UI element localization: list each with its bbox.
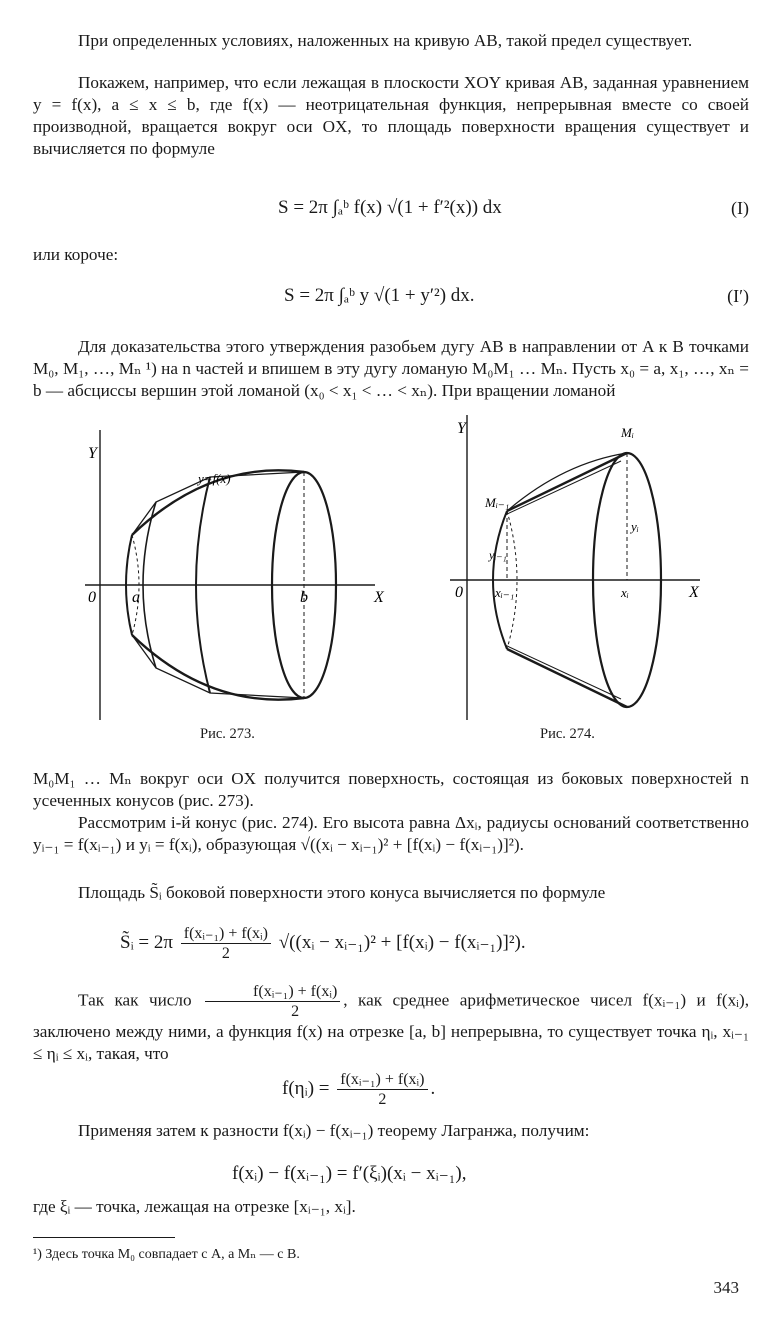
x-axis-label: X <box>374 589 384 606</box>
y-cur-label: yᵢ <box>631 519 639 534</box>
point-cur-label: Mᵢ <box>621 425 634 440</box>
figure-274-caption: Рис. 274. <box>540 726 595 742</box>
paragraph-3: или короче: <box>33 245 119 264</box>
formula-5-end: . <box>430 1077 436 1099</box>
curve-label: y=f(x) <box>198 471 231 486</box>
formula-6: f(xᵢ) − f(xᵢ₋₁) = f′(ξᵢ)(xᵢ − xᵢ₋₁), <box>232 1163 467 1184</box>
x-prev-label: xᵢ₋₁ <box>495 585 515 600</box>
formula-3 <box>120 924 526 963</box>
a-label: a <box>132 589 140 606</box>
paragraph-8 <box>33 982 749 1065</box>
equation-number-2: (I′) <box>727 286 749 306</box>
paragraph-6: Рассмотрим i-й конус (рис. 274). Его высота равна Δxᵢ, радиусы оснований соответственно yᵢ₋₁ = f(xᵢ₋₁) и yᵢ = f(xᵢ), образующая √((xᵢ − xᵢ₋₁)² + [f(xᵢ) − f(xᵢ₋₁)]²). <box>33 813 749 854</box>
formula-5-lhs: f(ηᵢ) = <box>282 1077 330 1099</box>
footnote-divider <box>33 1237 175 1238</box>
paragraph-8-end: , как среднее арифметическое чисел f(xᵢ₋₁) и f(xᵢ), заключено между ними, а функция f(x) на отрезке [a, b] непрерывна, то существует точка ηᵢ, xᵢ₋₁ ≤ ηᵢ ≤ xᵢ, такая, что <box>33 990 749 1063</box>
formula-5-numerator: f(xᵢ₋₁) + f(xᵢ) <box>337 1070 427 1090</box>
paragraph-7: Площадь S̃ᵢ боковой поверхности этого конуса вычисляется по формуле <box>78 883 606 902</box>
y-prev-label: yᵢ₋₁ <box>489 548 507 562</box>
paragraph-2: Покажем, например, что если лежащая в плоскости XOY кривая AB, заданная уравнением y = f(x), a ≤ x ≤ b, где f(x) — неотрицательная функция, непрерывная вместе со своей производной, вращается вокруг оси OX, то площадь поверхности вращения существует и вычисляется по формуле <box>33 73 749 158</box>
formula-4-fraction <box>205 982 340 1021</box>
y-axis-label: Y <box>457 420 466 437</box>
equation-number-1: (I) <box>731 198 749 218</box>
formula-4-denominator: 2 <box>291 1003 300 1020</box>
x-cur-label: xᵢ <box>621 585 629 600</box>
formula-3-denominator: 2 <box>221 945 230 962</box>
b-label: b <box>300 589 308 606</box>
footnote: ¹) Здесь точка M₀ совпадает с A, а Mₙ — с B. <box>33 1247 300 1262</box>
upper-generatrix <box>507 453 627 511</box>
page-number: 343 <box>713 1278 739 1297</box>
paragraph-9: Применяя затем к разности f(xᵢ) − f(xᵢ₋₁) теорему Лагранжа, получим: <box>78 1121 590 1140</box>
formula-1: S = 2π ∫ₐᵇ f(x) √(1 + f′²(x)) dx <box>278 197 502 218</box>
formula-2: S = 2π ∫ₐᵇ y √(1 + y′²) dx. <box>284 285 475 306</box>
formula-4-numerator: f(xᵢ₋₁) + f(xᵢ) <box>205 982 340 1002</box>
paragraph-1: При определенных условиях, наложенных на кривую AB, такой предел существует. <box>78 31 693 50</box>
formula-3-numerator: f(xᵢ₋₁) + f(xᵢ) <box>181 924 271 944</box>
figure-273-caption: Рис. 273. <box>200 726 255 742</box>
figure-273 <box>60 420 405 725</box>
lower-generatrix <box>507 649 627 707</box>
y-axis-label: Y <box>88 445 97 462</box>
paragraph-10: где ξᵢ — точка, лежащая на отрезке [xᵢ₋₁, xᵢ]. <box>33 1197 356 1216</box>
paragraph-5: M₀M₁ … Mₙ вокруг оси OX получится поверхность, состоящая из боковых поверхностей n усеченных конусов (рис. 273). <box>33 769 749 810</box>
x-axis-label: X <box>689 584 699 601</box>
formula-3-lhs: S̃ᵢ = 2π <box>120 931 173 953</box>
origin-label: 0 <box>88 589 96 606</box>
formula-5 <box>282 1070 435 1109</box>
formula-5-fraction <box>337 1070 427 1109</box>
point-prev-label: Mᵢ₋₁ <box>485 495 510 510</box>
figure-274 <box>445 405 710 725</box>
origin-label: 0 <box>455 584 463 601</box>
lower-curve <box>132 635 304 700</box>
formula-3-fraction <box>181 924 271 963</box>
formula-5-denominator: 2 <box>378 1091 387 1108</box>
paragraph-8-start: Так как число <box>78 990 192 1010</box>
formula-3-rhs: √((xᵢ − xᵢ₋₁)² + [f(xᵢ) − f(xᵢ₋₁)]²). <box>278 931 526 953</box>
paragraph-4: Для доказательства этого утверждения разобьем дугу AB в направлении от A к B точками M₀, M₁, …, Mₙ ¹) на n частей и впишем в эту дугу ломаную M₀M₁ … Mₙ. Пусть x₀ = a, x₁, …, xₙ = b — абсциссы вершин этой ломаной (x₀ < x₁ < … < xₙ). При вращении ломаной <box>33 337 749 400</box>
